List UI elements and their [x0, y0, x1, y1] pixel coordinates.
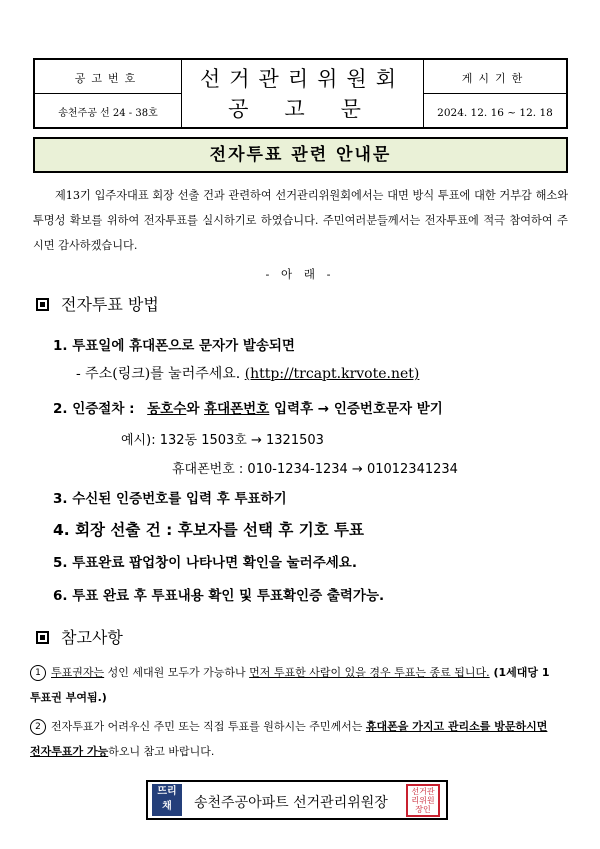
step-2-label: 2. 인증절차 : — [53, 401, 135, 417]
square-bullet-icon — [36, 631, 49, 644]
note-1 — [30, 660, 560, 710]
step-1-sub — [76, 363, 419, 383]
step-6: 6. 투표 완료 후 투표내용 확인 및 투표확인증 출력가능. — [53, 588, 385, 604]
period-label: 게시기한 — [461, 71, 529, 85]
step-4: 4. 회장 선출 건 : 후보자를 선택 후 기호 투표 — [53, 521, 365, 539]
doc-type-title: 공고문 — [228, 96, 397, 121]
note-2-a: 전자투표가 어려우신 주민 또는 직접 투표를 원하시는 주민께서는 — [51, 720, 366, 733]
note-1-b: 성인 세대원 모두가 가능하나 — [104, 666, 250, 679]
vote-link[interactable]: (http://trcapt.krvote.net) — [244, 366, 420, 382]
logo-text-bottom: 채 — [162, 801, 172, 812]
org-cell — [182, 59, 424, 128]
step-1: 1. 투표일에 휴대폰으로 문자가 발송되면 — [53, 338, 295, 354]
period-label-cell — [424, 59, 568, 93]
notice-number-cell — [34, 93, 182, 128]
posting-period: 2024. 12. 16 ~ 12. 18 — [437, 106, 553, 119]
circled-number-icon: 2 — [30, 719, 46, 735]
step-3: 3. 수신된 인증번호를 입력 후 투표하기 — [53, 491, 287, 507]
note-1-a: 투표권자는 — [51, 666, 105, 679]
section-title: 참고사항 — [61, 628, 123, 647]
note-1-c: 먼저 투표한 사람이 있을 경우 투표는 종료 됩니다. — [249, 666, 490, 679]
note-2-b: 휴대폰을 가지고 관리소를 방문하시면 전자투표가 가능 — [30, 720, 548, 758]
square-bullet-icon — [36, 298, 49, 311]
period-cell — [424, 93, 568, 128]
circled-number-icon: 1 — [30, 665, 46, 681]
example-dongho: 예시): 132동 1503호 → 1321503 — [121, 433, 324, 448]
step-2-phone: 휴대폰번호 — [204, 401, 270, 417]
notice-number-label-cell — [34, 59, 182, 93]
details-divider: - 아 래 - — [265, 267, 335, 281]
note-1-d: (1세대당 1투표권 부여됨.) — [30, 666, 550, 704]
official-seal-stamp: 선거관리위원장인 — [406, 784, 440, 817]
step-2-dongho: 동호수 — [147, 401, 187, 417]
note-2 — [30, 714, 560, 764]
notice-number-label: 공고번호 — [74, 71, 142, 85]
section-notes — [36, 625, 123, 648]
example-phone: 휴대폰번호 : 010-1234-1234 → 01012341234 — [172, 462, 458, 477]
step-2 — [53, 397, 443, 417]
signature-box — [146, 780, 448, 820]
notice-header-table — [33, 58, 568, 129]
intro-paragraph: 제13기 입주자대표 회장 선출 건과 관련하여 선거관리위원회에서는 대면 방식 투표에 대한 거부감 해소와 투명성 확보를 위하여 전자투표를 실시하기로 하였습니다. 주민여러분들께서는 전자투표에 적극 참여하여 주시면 감사하겠습니다. — [33, 189, 568, 252]
logo-text-top: 뜨리 — [157, 786, 177, 797]
section-title: 전자투표 방법 — [61, 295, 159, 314]
step-2-and: 와 — [186, 401, 200, 417]
note-2-c: 하오니 참고 바랍니다. — [108, 745, 215, 758]
org-title: 선거관리위원회 — [199, 66, 405, 91]
notice-number: 송천주공 선 24 - 38호 — [58, 107, 158, 119]
step-5: 5. 투표완료 팝업창이 나타나면 확인을 눌러주세요. — [53, 555, 357, 571]
step-1-sub-text: - 주소(링크)를 눌러주세요. — [76, 366, 241, 382]
section-voting-method — [36, 292, 159, 315]
apartment-logo — [152, 784, 182, 816]
signer-name: 송천주공아파트 선거관리위원장 — [194, 795, 388, 811]
step-2-rest: 입력후 → 인증번호문자 받기 — [273, 401, 443, 417]
document-title: 전자투표 관련 안내문 — [33, 137, 568, 173]
